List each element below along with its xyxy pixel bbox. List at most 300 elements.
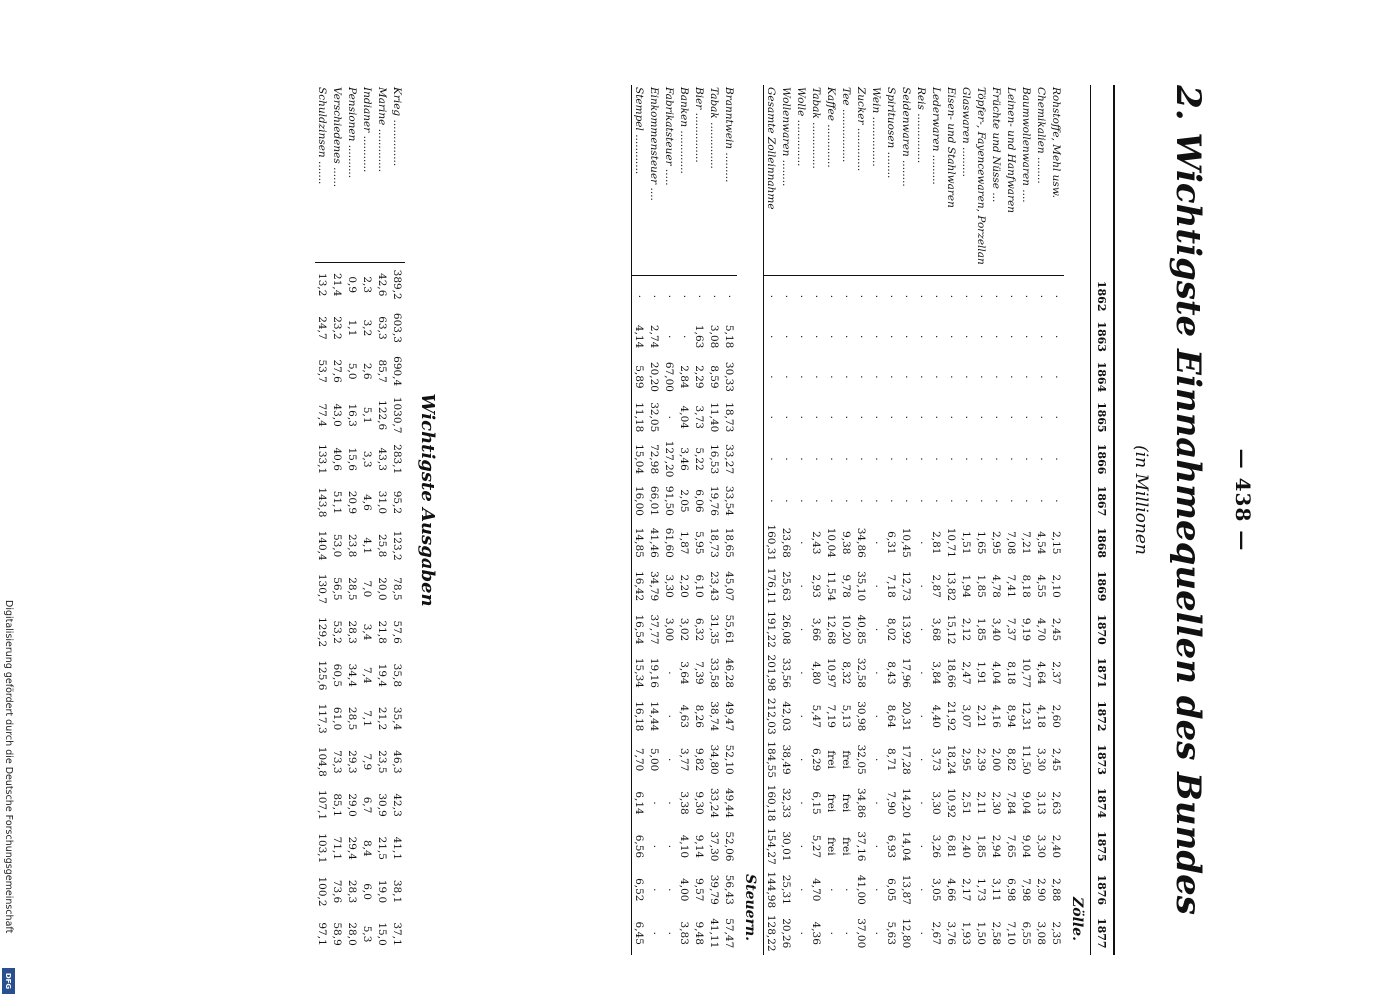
year-header: 1870 [1091,608,1115,651]
table-cell: 5,89 [633,365,646,389]
table-cell: · [810,415,823,419]
table-cell: 2,21 [975,704,988,728]
dfg-badge-label: DFG [4,972,13,990]
table-cell: 3,00 [663,617,676,642]
row-label: Wein ............... [869,85,884,276]
table-cell: 3,76 [945,921,958,945]
expense-row [330,85,345,955]
table-cell: · [840,415,853,419]
table-cell: · [915,714,928,718]
table-cell: 33,24 [708,788,721,819]
table-cell: · [915,671,928,675]
table-cell: · [960,499,973,503]
row-label: Tabak .............. [809,85,824,276]
expense-cell: 143,8 [316,487,329,518]
expense-cell: 28,3 [346,879,359,904]
page-number: — 438 — [1231,448,1255,552]
table-cell: · [795,375,808,379]
table-cell: · [825,334,838,339]
expense-cell: 95,2 [391,490,404,515]
table-cell: · [885,457,898,461]
table-cell: 3,08 [1035,921,1048,945]
table-cell: 3,68 [930,617,943,642]
table-cell: 10,20 [840,614,853,645]
table-cell: · [795,627,808,632]
row-label: Leinen- und Hanfwaren [1004,85,1019,276]
table-cell: 6,14 [633,791,646,815]
expense-cell: 53,7 [316,359,329,383]
table-cell: · [723,294,736,299]
table-cell: · [648,931,661,935]
table-cell: · [840,375,853,379]
table-cell: 4,64 [1035,661,1048,685]
table-cell: · [915,541,928,545]
year-header: 1868 [1091,521,1115,564]
table-row [722,85,737,955]
table-cell: 10,45 [900,527,913,558]
table-row [914,85,929,955]
expense-cell: 60,5 [331,663,344,688]
table-cell: 14,04 [900,831,913,862]
table-cell: 17,28 [900,744,913,775]
table-cell: 34,80 [708,744,721,775]
table-cell: · [795,294,808,299]
table-cell: 13,82 [945,571,958,602]
table-cell: 2,17 [960,878,973,902]
table-cell: 3,07 [960,704,973,728]
header-label-cell [1091,85,1115,276]
page-title: 2. Wichtigste Einnahmequellen des Bundes [1168,85,1208,915]
expense-cell: 1030,7 [391,396,404,434]
table-cell: · [663,415,676,419]
table-cell: · [855,499,868,503]
table-cell: · [915,584,928,588]
table-cell: 12,31 [1020,701,1033,732]
table-cell: · [870,541,883,545]
table-cell: 6,52 [633,878,646,902]
table-cell: · [795,844,808,849]
table-cell: 7,21 [1020,531,1033,555]
dfg-badge [2,968,15,994]
table-cell: · [795,888,808,892]
table-cell: 9,30 [693,791,706,815]
expense-row [315,85,330,955]
table-cell: 1,50 [975,921,988,945]
table-cell: 1,51 [960,531,973,555]
table-cell: 5,27 [810,834,823,859]
year-header: 1867 [1091,481,1115,521]
table-cell: · [990,415,1003,419]
table-cell: 56,43 [723,874,736,905]
table-cell: 19,76 [708,485,721,516]
table-cell: · [825,415,838,419]
expense-cell: 51,1 [331,490,344,515]
table-cell: 5,47 [810,704,823,728]
table-cell: 30,33 [723,361,736,392]
table-cell: 2,00 [990,747,1003,772]
table-cell: 5,22 [693,447,706,471]
table-cell: · [900,457,913,461]
table-cell: 32,05 [855,744,868,775]
expense-row [390,85,405,955]
table-cell: 2,10 [1050,574,1063,598]
table-cell: frei [840,750,853,769]
expense-cell: 23,2 [331,316,344,340]
expense-cell: 3,2 [361,319,374,337]
table-cell: 55,61 [723,614,736,645]
table-cell: 11,50 [1020,744,1033,775]
table-cell: 4,63 [678,704,691,728]
expense-label: Indianer ........... [360,85,375,263]
expense-cell: 4,1 [361,537,374,555]
table-cell: 2,60 [1050,704,1063,728]
table-cell: 1,85 [975,574,988,598]
table-row [1034,85,1049,955]
table-cell: 3,11 [990,878,1003,902]
table-cell: · [960,334,973,339]
table-cell: frei [825,793,838,813]
table-cell: 32,33 [780,788,793,819]
section-separator [632,85,633,955]
table-cell: 57,47 [723,918,736,949]
table-cell: 212,03 [765,697,778,735]
expense-cell: 24,7 [316,316,329,340]
table-cell: 8,02 [885,617,898,642]
table-cell: · [1005,334,1018,339]
expense-cell: 42,6 [376,273,389,297]
table-cell: · [1020,415,1033,419]
table-cell: 13,92 [900,614,913,645]
expense-cell: 28,0 [346,922,359,946]
year-header: 1874 [1091,781,1115,824]
expense-cell: 38,1 [391,879,404,904]
expense-cell: 29,3 [346,750,359,774]
table-cell: · [915,801,928,805]
table-cell: 30,98 [855,701,868,732]
table-cell: 6,45 [633,921,646,945]
table-cell: · [1005,415,1018,419]
table-cell: · [900,415,913,419]
table-cell: 10,04 [825,527,838,558]
table-cell: frei [840,793,853,813]
table-cell: 10,77 [1020,657,1033,688]
table-cell: · [870,627,883,632]
section-heading: Zölle. [1069,897,1085,941]
table-cell: 2,15 [1050,531,1063,555]
table-cell: 9,14 [693,834,706,859]
table-cell: 6,15 [810,791,823,815]
table-cell: 4,10 [678,834,691,859]
table-cell: · [915,844,928,849]
row-label: Bier ............... [692,85,707,276]
expense-cell: 15,6 [346,447,359,471]
expense-cell: 1,1 [346,319,359,337]
year-header-row [1091,85,1115,955]
table-cell: 91,50 [663,485,676,516]
table-row [764,85,779,955]
expense-cell: 25,8 [376,533,389,558]
table-cell: 12,73 [900,571,913,602]
table-cell: · [960,294,973,299]
expense-cell: 21,8 [376,620,389,644]
table-cell: · [780,334,793,339]
table-cell: · [900,334,913,339]
table-cell: 15,04 [633,444,646,475]
table-cell: 61,60 [663,527,676,558]
expense-cell: 283,1 [391,444,404,475]
section-separator [764,85,765,955]
table-cell: · [930,499,943,503]
expense-cell: 34,4 [346,663,359,688]
table-cell: 8,32 [840,661,853,685]
table-cell: 8,59 [708,365,721,389]
table-cell: · [915,375,928,379]
table-cell: 23,68 [780,527,793,558]
table-cell: 52,10 [723,744,736,775]
table-cell: 7,84 [1005,791,1018,815]
table-cell: · [648,801,661,805]
expense-cell: 21,4 [331,273,344,297]
row-label: Seidenwaren ........ [899,85,914,276]
expense-cell: 122,6 [376,400,389,431]
table-cell: 25,31 [780,874,793,905]
table-cell: 10,97 [825,657,838,688]
table-cell: 8,71 [885,747,898,772]
expense-cell: 4,6 [361,494,374,511]
expense-cell: 43,3 [376,447,389,471]
table-cell: · [780,457,793,461]
expense-cell: 97,1 [316,922,329,946]
expense-cell: 5,0 [346,362,359,380]
table-row [959,85,974,955]
table-cell: 1,73 [975,878,988,902]
table-cell: 5,13 [840,704,853,728]
table-cell: 3,40 [990,617,1003,642]
table-cell: 4,70 [810,878,823,902]
table-cell: 3,02 [678,617,691,642]
table-cell: · [885,294,898,299]
table-row [824,85,839,955]
table-cell: · [810,375,823,379]
table-cell: · [795,714,808,718]
table-cell: 7,08 [1005,531,1018,555]
expenses-table [315,85,405,955]
table-cell: · [975,415,988,419]
table-cell: 2,74 [648,324,661,349]
row-label: Wolle .............. [794,85,809,276]
expense-label: Marine ............. [375,85,390,263]
table-cell: · [885,415,898,419]
table-cell: · [795,457,808,461]
table-cell: · [1005,375,1018,379]
table-cell: 20,26 [780,918,793,949]
table-cell: 3,13 [1035,791,1048,815]
row-label: Zucker ............. [854,85,869,276]
table-cell: 1,87 [678,531,691,555]
row-label: Stempel ............ [632,85,647,276]
table-cell: 4,00 [678,878,691,902]
expense-cell: 19,4 [376,663,389,688]
expense-cell: 57,6 [391,620,404,644]
table-cell: 8,18 [1005,661,1018,685]
expense-cell: 40,6 [331,447,344,471]
table-cell: 4,18 [1035,704,1048,728]
table-cell: 32,05 [648,402,661,433]
table-cell: · [1020,294,1033,299]
table-cell: 3,64 [678,661,691,685]
table-cell: 10,71 [945,527,958,558]
table-cell: 2,81 [930,531,943,555]
expense-cell: 61,0 [331,706,344,731]
table-cell: 4,04 [678,405,691,429]
table-cell: 14,20 [900,788,913,819]
expense-label: Krieg .............. [390,85,405,263]
table-cell: · [765,499,778,503]
table-cell: 12,68 [825,614,838,645]
row-label: Früchte und Nüsse ... [989,85,1004,276]
expense-label: Pensionen .......... [345,85,360,263]
table-cell: 33,56 [780,657,793,688]
table-cell: 6,05 [885,878,898,902]
table-cell: 30,01 [780,831,793,862]
table-cell: 2,29 [693,365,706,389]
row-label: Spirituosen ........ [884,85,899,276]
expense-cell: 6,0 [361,883,374,900]
table-cell: · [885,375,898,379]
expense-cell: 73,3 [331,750,344,774]
table-row [839,85,854,955]
table-cell: · [765,457,778,461]
table-row [929,85,944,955]
table-cell: · [945,499,958,503]
table-cell: · [795,801,808,805]
table-cell: 2,87 [930,574,943,598]
table-cell: · [990,457,1003,461]
table-cell: 34,79 [648,571,661,602]
table-cell: · [663,801,676,805]
table-cell: 4,55 [1035,574,1048,598]
table-cell: · [990,499,1003,503]
table-cell: · [960,375,973,379]
table-cell: 40,85 [855,614,868,645]
table-cell: 34,86 [855,788,868,819]
expense-cell: 23,8 [346,533,359,558]
table-cell: frei [825,837,838,856]
expense-cell: 71,1 [331,836,344,860]
table-cell: 176,11 [765,567,778,605]
table-cell: · [678,294,691,299]
row-label: Baumwollenwaren .... [1019,85,1034,276]
table-cell: 1,85 [975,834,988,859]
table-cell: 2,37 [1050,661,1063,685]
table-cell: · [1035,334,1048,339]
table-cell: 42,03 [780,701,793,732]
table-cell: · [930,334,943,339]
table-cell: 15,34 [633,657,646,688]
expense-cell: 389,2 [391,269,404,300]
table-cell: · [663,931,676,935]
expense-cell: 23,5 [376,750,389,774]
expense-cell: 78,5 [391,577,404,601]
table-cell: 9,04 [1020,791,1033,815]
table-cell: 11,40 [708,402,721,433]
table-cell: 2,35 [1050,921,1063,945]
expense-cell: 140,4 [316,530,329,561]
table-cell: 38,49 [780,744,793,775]
expense-cell: 46,3 [391,750,404,774]
table-cell: · [870,334,883,339]
table-cell: 9,19 [1020,617,1033,642]
table-cell: 2,47 [960,661,973,685]
table-cell: 1,91 [975,661,988,685]
table-cell: 18,24 [945,744,958,775]
table-cell: · [870,888,883,892]
table-cell: · [1050,334,1063,339]
table-row [884,85,899,955]
expense-cell: 20,0 [376,577,389,601]
table-cell: 1,94 [960,574,973,598]
table-cell: · [780,499,793,503]
table-cell: 26,08 [780,614,793,645]
expense-cell: 37,1 [391,922,404,946]
table-cell: · [795,334,808,339]
table-cell: · [810,294,823,299]
table-cell: 1,93 [960,921,973,945]
table-cell: · [795,541,808,545]
table-cell: · [1005,294,1018,299]
table-cell: 4,14 [633,324,646,349]
table-cell: 4,78 [990,574,1003,598]
table-cell: 11,18 [633,402,646,433]
expense-cell: 31,0 [376,490,389,515]
expense-cell: 117,3 [316,703,329,734]
table-cell: · [990,334,1003,339]
table-cell: · [780,294,793,299]
table-cell: · [840,457,853,461]
table-cell: · [855,415,868,419]
expense-row [375,85,390,955]
expense-cell: 125,6 [316,660,329,691]
table-cell: 37,77 [648,614,661,645]
row-label: Chemikalien ........ [1034,85,1049,276]
table-cell: 25,63 [780,571,793,602]
table-cell: · [1035,457,1048,461]
table-cell: 2,40 [960,834,973,859]
table-cell: 67,00 [663,361,676,392]
table-cell: · [780,375,793,379]
expense-cell: 53,2 [331,620,344,644]
revenue-table-body [632,85,1091,955]
expense-cell: 2,6 [361,362,374,380]
row-label: Tabak .............. [707,85,722,276]
row-label: Fabrikatsteuer ..... [662,85,677,276]
table-cell: 16,54 [633,614,646,645]
table-cell: · [795,584,808,588]
table-row [707,85,722,955]
table-cell: · [915,499,928,503]
table-row [662,85,677,955]
row-label: Branntwein ......... [722,85,737,276]
table-cell: 21,92 [945,701,958,732]
table-cell: · [870,457,883,461]
table-cell: 4,36 [810,921,823,945]
table-cell: · [915,415,928,419]
table-cell: · [663,714,676,718]
expense-cell: 16,3 [346,403,359,427]
table-cell: 7,37 [1005,617,1018,642]
table-cell: 184,55 [765,741,778,779]
table-cell: 6,29 [810,747,823,772]
